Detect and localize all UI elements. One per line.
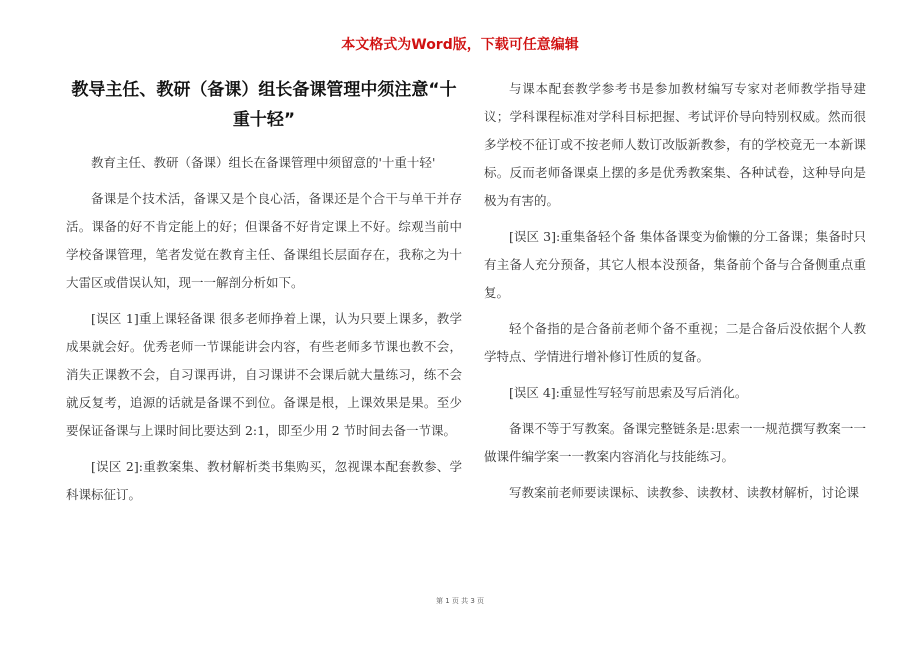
paragraph: 备课不等于写教案。备课完整链条是:思索一一规范撰写教案一一做课件编学案一一教案内容消化与技能练习。 [484, 421, 866, 464]
paragraph: 与课本配套教学参考书是参加教材编写专家对老师教学指导建议；学科课程标准对学科目标把握、考试评价导向特别权威。然而很多学校不征订或不按老师人数订改版新教参，有的学校竟无一本新课标。反而老师备课桌上摆的多是优秀教案集、各种试卷，这种导向是极为有害的。 [484, 81, 866, 208]
page-number-footer: 第 1 页 共 3 页 [435, 597, 485, 605]
paragraph: 备课是个技术活，备课又是个良心活，备课还是个合干与单干并存活。课备的好不肯定能上的好；但课备不好肯定课上不好。综观当前中学校备课管理，笔者发觉在教育主任、备课组长层面存在，我称之为十大雷区或借误认知，现一一解剖分析如下。 [66, 191, 462, 290]
paragraph: [误区 1]重上课轻备课 很多老师挣着上课，认为只要上课多，教学成果就会好。优秀老师一节课能讲会内容，有些老师多节课也教不会，消失正课教不会，自习课再讲，自习课讲不会课后就大量练习，练不会就反复考，追源的话就是备课不到位。备课是根，上课效果是果。至少要保证备课与上课时间比要达到 2:1，即至少用 2 节时间去备一节课。 [66, 311, 462, 438]
left-column [66, 75, 462, 517]
paragraph: [误区 3]:重集备轻个备 集体备课变为偷懒的分工备课；集备时只有主备人充分预备，其它人根本没预备，集备前个备与合备侧重点重复。 [484, 229, 866, 300]
right-column [484, 75, 866, 515]
paragraph: [误区 2]:重教案集、教材解析类书集购买，忽视课本配套教参、学科课标征订。 [66, 459, 462, 502]
paragraph: 轻个备指的是合备前老师个备不重视；二是合备后没依据个人教学特点、学情进行增补修订性质的复备。 [484, 321, 866, 364]
paragraph: [误区 4]:重显性写轻写前思索及写后消化。 [509, 385, 748, 400]
document-title: 教导主任、教研（备课）组长备课管理中须注意“十重十轻” [71, 80, 457, 130]
word-format-banner: 本文格式为Word版，下载可任意编辑 [341, 37, 579, 53]
paragraph: 写教案前老师要读课标、读教参、读教材、读教材解析，讨论课 [509, 485, 860, 500]
paragraph: 教育主任、教研（备课）组长在备课管理中须留意的'十重十轻' [91, 155, 436, 170]
